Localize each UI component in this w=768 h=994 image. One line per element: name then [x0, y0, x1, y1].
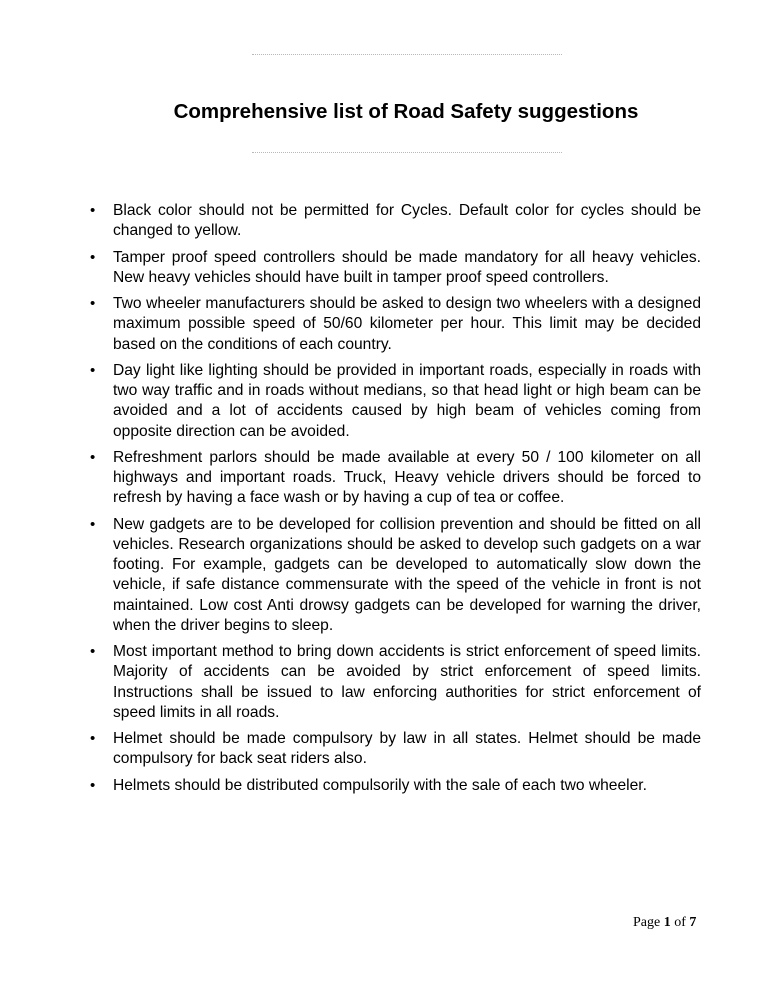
bullet-icon: • [90, 202, 96, 219]
page-number [633, 915, 696, 931]
current-page: 1 [663, 915, 671, 930]
list-item [90, 515, 701, 636]
bullet-icon: • [90, 730, 96, 748]
list-item-text: Helmets should be distributed compulsorily with the sale of each two wheeler. [113, 776, 647, 794]
bullet-icon: • [90, 361, 96, 379]
list-item [90, 248, 701, 288]
page-label: Page [633, 915, 661, 930]
list-item-text: Two wheeler manufacturers should be asked to design two wheelers with a designed maximum possible speed of 50/60 kilometer per hour. This limit may be decided based on the conditions of each country. [113, 295, 701, 353]
bullet-icon: • [90, 448, 96, 466]
list-item [90, 729, 701, 769]
total-pages: 7 [689, 915, 697, 930]
bullet-icon: • [90, 295, 96, 313]
list-item-text: Black color should not be permitted for Cycles. Default color for cycles should be changed to yellow. [113, 202, 701, 240]
list-item [90, 201, 701, 241]
bullet-icon: • [90, 776, 96, 794]
list-item-text: Tamper proof speed controllers should be made mandatory for all heavy vehicles. New heavy vehicles should have built in tamper proof speed controllers. [113, 248, 701, 286]
list-item [90, 448, 701, 509]
list-item-text: Helmet should be made compulsory by law in all states. Helmet should be made compulsory for back seat riders also. [113, 730, 701, 768]
list-item-text: Refreshment parlors should be made available at every 50 / 100 kilometer on all highways and important roads. Truck, Heavy vehicle drivers should be forced to refresh by having a face wash or by having a cup of tea or coffee. [113, 448, 701, 507]
header-divider-top [252, 54, 562, 55]
list-item [90, 294, 701, 355]
list-item-text: New gadgets are to be developed for collision prevention and should be fitted on all vehicles. Research organizations should be asked to develop such gadgets on a war footing. For example, gadgets can be developed to automatically slow down the vehicle, if safe distance commensurate with the speed of the vehicle in front is not maintained. Low cost Anti drowsy gadgets can be developed for warning the driver, when the driver begins to sleep. [113, 515, 701, 634]
bullet-icon: • [90, 643, 96, 661]
header-divider-bottom [252, 152, 562, 153]
list-item-text: Most important method to bring down accidents is strict enforcement of speed limits. Majority of accidents can be avoided by strict enforcement of speed limits. Instructions shall be issued to law enforcing authorities for strict enforcement of speed limits in all roads. [113, 643, 701, 721]
list-item-text: Day light like lighting should be provided in important roads, especially in roads with two way traffic and in roads without medians, so that head light or high beam can be avoided and a lot of accidents caused by high beam of vehicles coming from opposite direction can be avoided. [113, 361, 701, 440]
list-item [90, 776, 701, 796]
page-title: Comprehensive list of Road Safety suggestions [173, 100, 639, 123]
of-label: of [674, 915, 686, 930]
list-item [90, 642, 701, 723]
suggestion-list [90, 201, 701, 802]
bullet-icon: • [90, 248, 96, 266]
list-item [90, 361, 701, 442]
bullet-icon: • [90, 515, 96, 533]
